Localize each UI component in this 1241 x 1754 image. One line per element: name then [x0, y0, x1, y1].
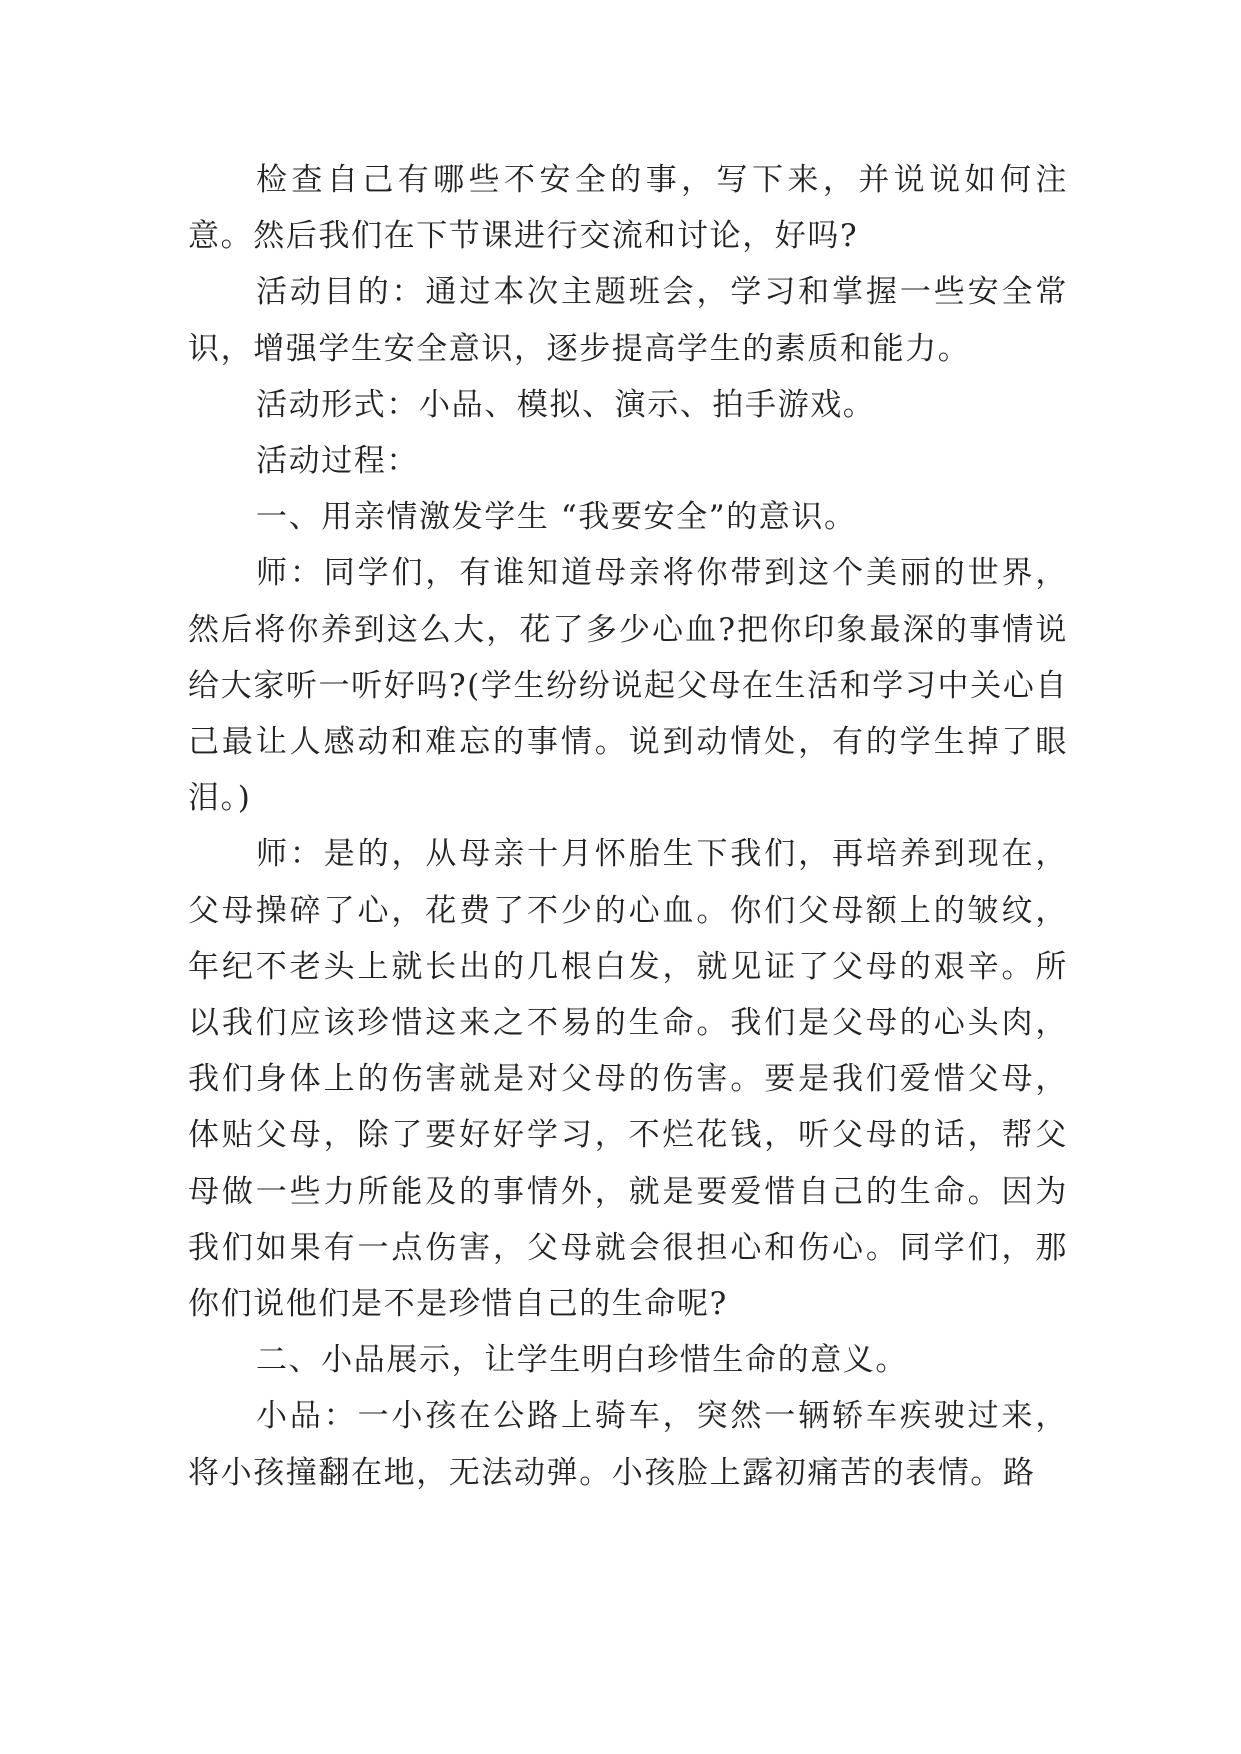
- paragraph-section-one-heading: 一、用亲情激发学生 “我要安全”的意识。: [256, 499, 857, 536]
- paragraph-skit: 小品：一小孩在公路上骑车，突然一辆轿车疾驶过来，将小孩撞翻在地，无法动弹。小孩脸上露初痛苦的表情。路: [188, 1398, 1068, 1491]
- paragraph-self-check: 检查自己有哪些不安全的事，写下来，并说说如何注意。然后我们在下节课进行交流和讨论，好吗?: [188, 162, 1068, 255]
- document-page: [188, 152, 1068, 1501]
- paragraph-activity-process: 活动过程：: [256, 443, 419, 480]
- paragraph-teacher-answer: 师：是的，从母亲十月怀胎生下我们，再培养到现在，父母操碎了心，花费了不少的心血。你们父母额上的皱纹，年纪不老头上就长出的几根白发，就见证了父母的艰辛。所以我们应该珍惜这来之不易的生命。我们是父母的心头肉，我们身体上的伤害就是对父母的伤害。要是我们爱惜父母，体贴父母，除了要好好学习，不烂花钱，听父母的话，帮父母做一些力所能及的事情外，就是要爱惜自己的生命。因为我们如果有一点伤害，父母就会很担心和伤心。同学们，那你们说他们是不是珍惜自己的生命呢?: [188, 836, 1068, 1323]
- paragraph-activity-form: 活动形式：小品、模拟、演示、拍手游戏。: [256, 386, 876, 423]
- paragraph-teacher-question: 师：同学们，有谁知道母亲将你带到这个美丽的世界，然后将你养到这么大，花了多少心血?把你印象最深的事情说给大家听一听好吗?(学生纷纷说起父母在生活和学习中关心自己最让人感动和难忘的事情。说到动情处，有的学生掉了眼泪。): [188, 555, 1068, 817]
- paragraph-section-two-heading: 二、小品展示，让学生明白珍惜生命的意义。: [256, 1342, 908, 1379]
- paragraph-activity-goal: 活动目的：通过本次主题班会，学习和掌握一些安全常识，增强学生安全意识，逐步提高学生的素质和能力。: [188, 274, 1068, 367]
